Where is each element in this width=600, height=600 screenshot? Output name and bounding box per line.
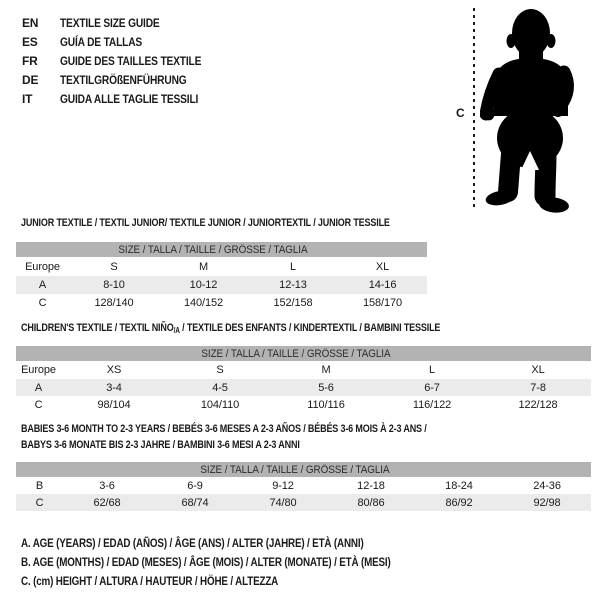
- footnote-text: B. AGE (MONTHS) / EDAD (MESES) / ÂGE (MOIS) / ALTER (MONATE) / ETÀ (MESI): [21, 555, 391, 569]
- height-cell: 74/80: [239, 494, 327, 511]
- months-cell: 12-18: [357, 479, 385, 492]
- row-label: B: [35, 479, 44, 492]
- footnote-text: A. AGE (YEARS) / EDAD (AÑOS) / ÂGE (ANS) / ALTER (JAHRE) / ETÀ (ANNI): [21, 536, 364, 550]
- age-cell: 14-16: [338, 276, 427, 294]
- height-cell: 140/152: [183, 297, 224, 309]
- months-cell: 18-24: [445, 479, 473, 492]
- section-title-line1: BABIES 3-6 MONTH TO 2-3 YEARS / BEBÉS 3-6 MESES A 2-3 AÑOS / BÉBÉS 3-6 MOIS À 2-3 ANS /: [21, 423, 427, 435]
- table-row-europe: [16, 361, 591, 379]
- age-cell: 5-6: [273, 379, 379, 396]
- language-code: FR: [22, 54, 38, 68]
- babies-size-table: [16, 462, 591, 511]
- footnote-age-months: [21, 553, 472, 572]
- table-row-height: [16, 494, 591, 511]
- section-title-text: JUNIOR TEXTILE / TEXTIL JUNIOR/ TEXTILE JUNIOR / JUNIORTEXTIL / JUNIOR TESSILE: [21, 217, 390, 229]
- size-cell: XL: [375, 260, 390, 273]
- table-row-height: [16, 294, 427, 312]
- row-label: C: [38, 297, 47, 309]
- size-header-label: SIZE / TALLA / TAILLE / GRÖSSE / TAGLIA: [118, 243, 308, 256]
- height-cell: 86/92: [415, 494, 503, 511]
- height-cell: 68/74: [151, 494, 239, 511]
- age-cell: 6-7: [379, 379, 485, 396]
- height-cell: 98/104: [97, 398, 131, 411]
- title-suffix: / TEXTILE DES ENFANTS / KINDERTEXTIL / BAMBINI TESSILE: [179, 322, 441, 334]
- height-marker-label: C: [456, 106, 465, 120]
- size-header-label: SIZE / TALLA / TAILLE / GRÖSSE / TAGLIA: [200, 347, 390, 360]
- toddler-silhouette: [480, 4, 600, 216]
- table-header-row: [16, 462, 591, 477]
- language-row-fr: [22, 52, 226, 71]
- section-title-line2: BABYS 3-6 MONATE BIS 2-3 JAHRE / BAMBINI 3-6 MESI A 2-3 ANNI: [21, 439, 300, 451]
- row-label: A: [16, 379, 61, 396]
- table-row-age: [16, 379, 591, 396]
- title-subscript: /A: [173, 326, 180, 335]
- size-cell: XS: [106, 364, 122, 376]
- age-cell: 3-4: [61, 379, 167, 396]
- months-cell: 3-6: [99, 479, 115, 492]
- language-code: EN: [22, 16, 39, 30]
- size-cell: S: [110, 260, 118, 273]
- size-cell: L: [428, 364, 436, 376]
- row-label: C: [34, 398, 43, 411]
- language-row-it: [22, 90, 226, 109]
- height-cell: 122/128: [518, 398, 558, 411]
- section-title-junior: [21, 216, 471, 230]
- height-cell: 158/170: [363, 297, 403, 309]
- age-cell: 4-5: [167, 379, 273, 396]
- footnote-legend: [21, 534, 472, 591]
- junior-size-table: [16, 242, 427, 312]
- age-cell: 8-10: [69, 276, 159, 294]
- size-cell: L: [289, 260, 297, 273]
- size-cell: M: [321, 364, 331, 376]
- footnote-height-cm: [21, 572, 472, 591]
- language-code: DE: [22, 73, 39, 87]
- table-header-row: [16, 242, 427, 257]
- row-label: C: [16, 494, 63, 511]
- height-cell: 116/122: [412, 398, 452, 411]
- children-size-table: [16, 346, 591, 413]
- language-title: TEXTILGRÖßENFÜHRUNG: [60, 73, 187, 87]
- row-label: Europe: [21, 364, 56, 376]
- table-row-height: [16, 396, 591, 413]
- language-row-de: [22, 71, 226, 90]
- row-label: Europe: [25, 260, 60, 273]
- language-title: GUIDE DES TAILLES TEXTILE: [60, 54, 202, 68]
- table-row-months: [16, 477, 591, 494]
- height-cell: 92/98: [503, 494, 591, 511]
- language-code: ES: [22, 35, 38, 49]
- size-cell: M: [198, 260, 209, 273]
- section-title-text: [21, 321, 440, 338]
- height-cell: 128/140: [94, 297, 134, 309]
- footnote-age-years: [21, 534, 472, 553]
- months-cell: 9-12: [272, 479, 294, 492]
- height-cell: 62/68: [63, 494, 151, 511]
- months-cell: 24-36: [533, 479, 561, 492]
- section-title-children: [21, 321, 532, 338]
- footnote-text: C. (cm) HEIGHT / ALTURA / HAUTEUR / HÖHE / ALTEZZA: [21, 574, 279, 588]
- section-title-babies: [21, 422, 516, 455]
- row-label: A: [16, 276, 69, 294]
- language-title-list: [22, 14, 226, 109]
- language-row-es: [22, 33, 226, 52]
- size-cell: XL: [531, 364, 545, 376]
- age-cell: 10-12: [159, 276, 248, 294]
- size-cell: S: [216, 364, 224, 376]
- table-header-row: [16, 346, 591, 361]
- height-cell: 152/158: [273, 297, 313, 309]
- age-cell: 12-13: [248, 276, 338, 294]
- language-code: IT: [22, 92, 33, 106]
- age-cell: 7-8: [485, 379, 591, 396]
- months-cell: 6-9: [187, 479, 203, 492]
- height-cell: 104/110: [200, 398, 240, 411]
- height-cell: 80/86: [327, 494, 415, 511]
- height-measure-dashed-line: [473, 8, 475, 208]
- language-title: GUÍA DE TALLAS: [60, 35, 143, 49]
- language-title: TEXTILE SIZE GUIDE: [60, 16, 160, 30]
- size-header-label: SIZE / TALLA / TAILLE / GRÖSSE / TAGLIA: [200, 463, 390, 476]
- table-row-age: [16, 276, 427, 294]
- language-row-en: [22, 14, 226, 33]
- title-prefix: CHILDREN'S TEXTILE / TEXTIL NIÑO: [21, 322, 174, 334]
- table-row-europe: [16, 257, 427, 276]
- height-cell: 110/116: [307, 398, 345, 411]
- language-title: GUIDA ALLE TAGLIE TESSILI: [60, 92, 199, 106]
